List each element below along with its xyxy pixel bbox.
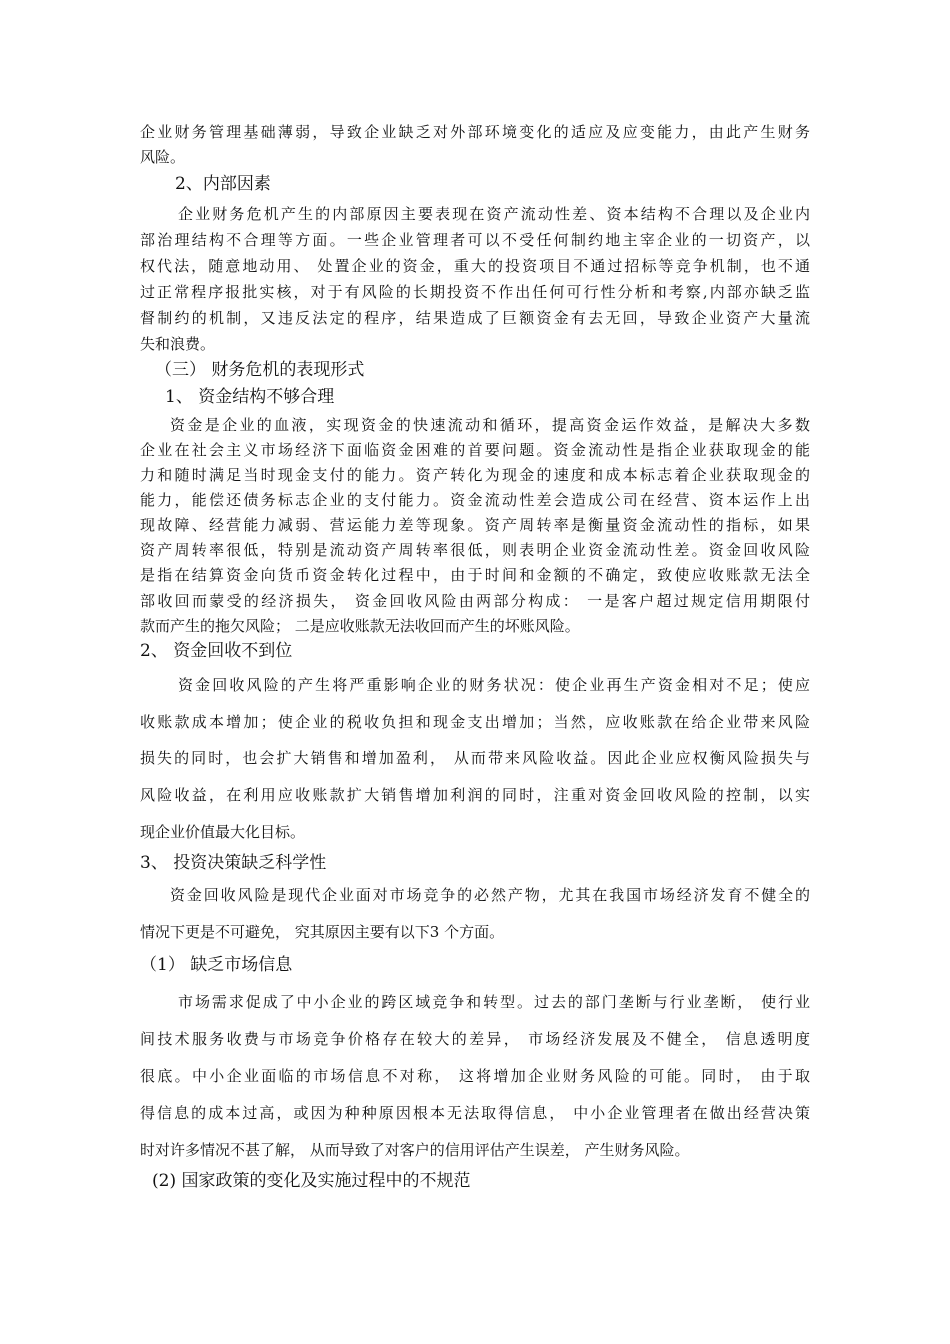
paragraph-line: 权代法，随意地动用、 处置企业的资金，重大的投资项目不通过招标等竞争机制，也不通 bbox=[140, 257, 810, 275]
paragraph-line: 力和随时满足当时现金支付的能力。资产转化为现金的速度和成本标志着企业获取现金的 bbox=[140, 466, 810, 484]
paragraph-line: 失和浪费。 bbox=[140, 335, 216, 353]
paragraph-line: 间技术服务收费与市场竞争价格存在较大的差异， 市场经济发展及不健全， 信息透明度 bbox=[140, 1030, 810, 1048]
section-heading: （1） 缺乏市场信息 bbox=[140, 955, 293, 975]
paragraph-line: 现企业价值最大化目标。 bbox=[140, 823, 306, 841]
paragraph-line: 收账款成本增加；使企业的税收负担和现金支出增加；当然，应收账款在给企业带来风险 bbox=[140, 713, 810, 731]
paragraph-line: 款而产生的拖欠风险； 二是应收账款无法收回而产生的坏账风险。 bbox=[140, 617, 580, 635]
paragraph-line: 资金回收风险的产生将严重影响企业的财务状况：使企业再生产资金相对不足；使应 bbox=[178, 676, 810, 694]
paragraph-line: 部治理结构不合理等方面。一些企业管理者可以不受任何制约地主宰企业的一切资产，以 bbox=[140, 231, 810, 249]
paragraph-line: 资金是企业的血液，实现资金的快速流动和循环，提高资金运作效益，是解决大多数 bbox=[170, 416, 810, 434]
paragraph-line: 过正常程序报批实核，对于有风险的长期投资不作出任何可行性分析和考察,内部亦缺乏监 bbox=[140, 283, 810, 301]
paragraph-line: 很底。中小企业面临的市场信息不对称， 这将增加企业财务风险的可能。同时， 由于取 bbox=[140, 1067, 810, 1085]
section-heading: 2、 资金回收不到位 bbox=[140, 641, 293, 661]
paragraph-line: 督制约的机制，又违反法定的程序，结果造成了巨额资金有去无回，导致企业资产大量流 bbox=[140, 309, 810, 327]
paragraph-line: 风险。 bbox=[140, 148, 186, 166]
section-heading: (2) 国家政策的变化及实施过程中的不规范 bbox=[152, 1171, 471, 1191]
paragraph-line: 时对许多情况不甚了解， 从而导致了对客户的信用评估产生误差， 产生财务风险。 bbox=[140, 1141, 690, 1159]
paragraph-line: 企业在社会主义市场经济下面临资金困难的首要问题。资金流动性是指企业获取现金的能 bbox=[140, 441, 810, 459]
section-heading: 2、内部因素 bbox=[175, 174, 271, 194]
paragraph-line: 是指在结算资金向货币资金转化过程中，由于时间和金额的不确定，致使应收账款无法全 bbox=[140, 566, 810, 584]
paragraph-line: 市场需求促成了中小企业的跨区域竞争和转型。过去的部门垄断与行业垄断， 使行业 bbox=[178, 993, 810, 1011]
paragraph-line: 资金回收风险是现代企业面对市场竞争的必然产物，尤其在我国市场经济发育不健全的 bbox=[170, 886, 810, 904]
paragraph-line: 现故障、经营能力减弱、营运能力差等现象。资产周转率是衡量资金流动性的指标，如果 bbox=[140, 516, 810, 534]
section-heading: 3、 投资决策缺乏科学性 bbox=[140, 853, 327, 873]
section-heading: 1、 资金结构不够合理 bbox=[165, 387, 335, 407]
paragraph-line: 得信息的成本过高，或因为种种原因根本无法取得信息， 中小企业管理者在做出经营决策 bbox=[140, 1104, 810, 1122]
paragraph-line: 企业财务危机产生的内部原因主要表现在资产流动性差、资本结构不合理以及企业内 bbox=[178, 205, 810, 223]
paragraph-line: 能力，能偿还债务标志企业的支付能力。资金流动性差会造成公司在经营、资本运作上出 bbox=[140, 491, 810, 509]
paragraph-line: 部收回而蒙受的经济损失， 资金回收风险由两部分构成： 一是客户超过规定信用期限付 bbox=[140, 592, 810, 610]
paragraph-line: 企业财务管理基础薄弱，导致企业缺乏对外部环境变化的适应及应变能力，由此产生财务 bbox=[140, 123, 810, 141]
paragraph-line: 情况下更是不可避免， 究其原因主要有以下3 个方面。 bbox=[140, 923, 505, 941]
paragraph-line: 资产周转率很低，特别是流动资产周转率很低，则表明企业资金流动性差。资金回收风险 bbox=[140, 541, 810, 559]
paragraph-line: 风险收益，在利用应收账款扩大销售增加利润的同时，注重对资金回收风险的控制，以实 bbox=[140, 786, 810, 804]
section-heading: （三） 财务危机的表现形式 bbox=[155, 360, 365, 380]
paragraph-line: 损失的同时，也会扩大销售和增加盈利， 从而带来风险收益。因此企业应权衡风险损失与 bbox=[140, 749, 810, 767]
